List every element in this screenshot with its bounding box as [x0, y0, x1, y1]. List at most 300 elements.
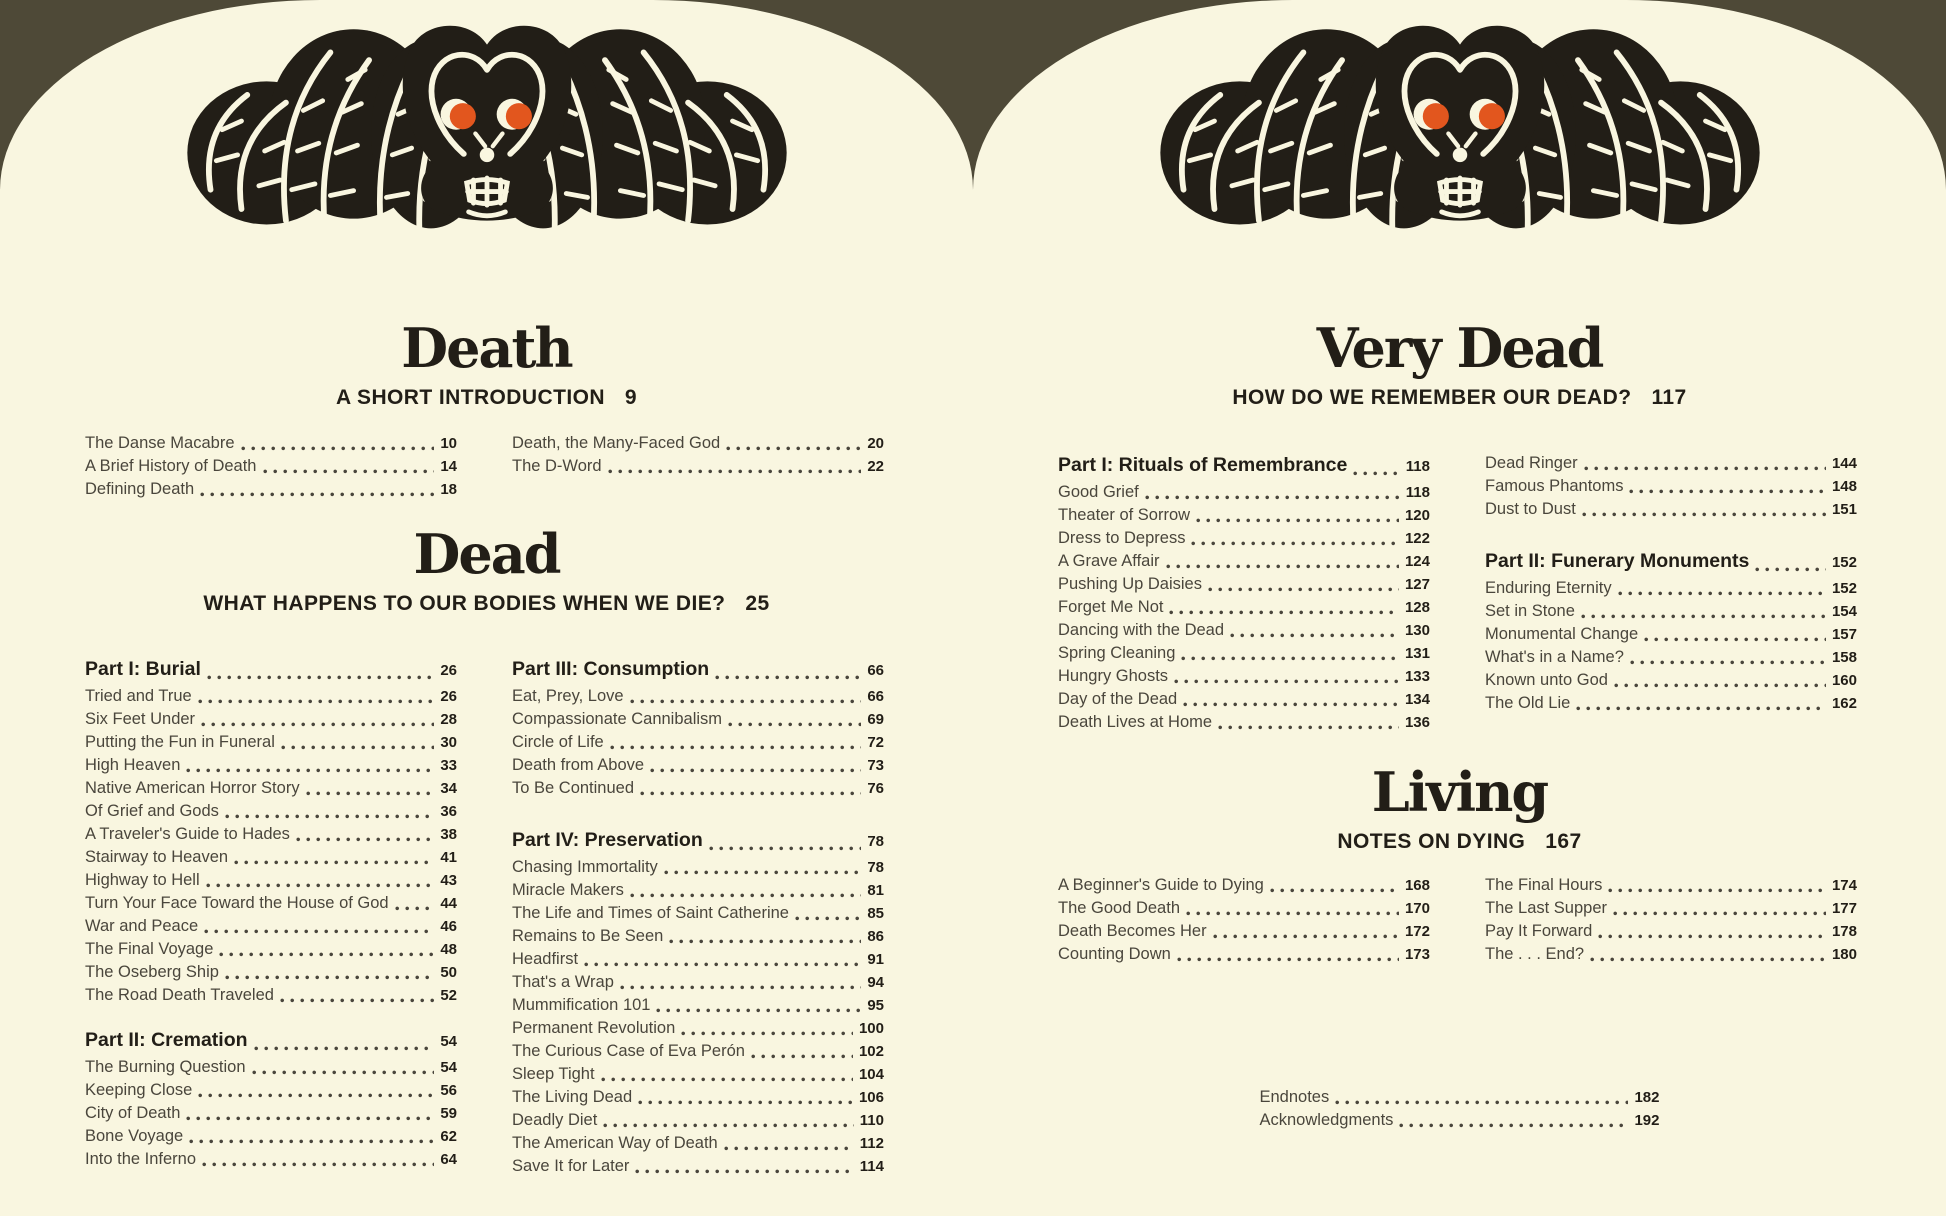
entry-page-number: 172 [1404, 923, 1430, 940]
toc-column [1058, 874, 1430, 966]
entry-label: The Curious Case of Eva Perón [512, 1042, 745, 1060]
toc-entry [512, 971, 884, 994]
entry-label: The Oseberg Ship [85, 963, 219, 981]
toc-group-burial [85, 656, 457, 1007]
toc-entry [1485, 943, 1857, 966]
section-very-dead-header [1000, 318, 1920, 411]
dot-leader [1181, 656, 1399, 661]
toc-group-consumption [512, 656, 884, 800]
toc-entry [1058, 596, 1430, 619]
part-heading-label: Part II: Cremation [85, 1029, 248, 1051]
entry-page-number: 100 [858, 1020, 884, 1037]
entry-label: The Final Hours [1485, 876, 1603, 894]
living-columns [1058, 874, 1858, 966]
dot-leader [225, 814, 434, 819]
entry-list [512, 685, 884, 800]
toc-entry [512, 1040, 884, 1063]
entry-page-number: 118 [1405, 484, 1430, 501]
toc-entry [512, 1109, 884, 1132]
dot-leader [186, 1116, 434, 1121]
toc-entry [85, 1102, 457, 1125]
dot-leader [234, 860, 434, 865]
entry-label: That's a Wrap [512, 973, 614, 991]
entry-page-number: 50 [440, 964, 457, 981]
entry-page-number: 10 [440, 435, 457, 452]
toc-entry [85, 1125, 457, 1148]
toc-entry [1058, 920, 1430, 943]
entry-label: Bone Voyage [85, 1127, 184, 1145]
entry-label: Death from Above [512, 756, 645, 774]
toc-entry [85, 961, 457, 984]
entry-list [1058, 481, 1430, 734]
dot-leader [206, 883, 435, 888]
entry-page-number: 69 [867, 711, 884, 728]
toc-entry [1485, 897, 1857, 920]
entry-list [1485, 577, 1857, 715]
entry-label: Into the Inferno [85, 1150, 196, 1168]
entry-label: Stairway to Heaven [85, 848, 229, 866]
entry-label: Circle of Life [512, 733, 604, 751]
dot-leader [724, 1146, 854, 1151]
toc-entry [85, 708, 457, 731]
entry-page-number: 173 [1404, 946, 1430, 963]
toc-entry [1058, 481, 1430, 504]
entry-page-number: 85 [867, 905, 884, 922]
dot-leader [252, 1070, 435, 1075]
part-page-number: 54 [440, 1033, 457, 1050]
entry-label: Dancing with the Dead [1058, 621, 1225, 639]
toc-entry [512, 1063, 884, 1086]
entry-page-number: 59 [440, 1105, 457, 1122]
toc-column [1485, 874, 1857, 966]
entry-label: Of Grief and Gods [85, 802, 219, 820]
toc-entry [1058, 711, 1430, 734]
entry-label: Acknowledgments [1259, 1111, 1394, 1129]
entry-page-number: 48 [440, 941, 457, 958]
dead-columns [85, 656, 885, 1178]
entry-label: What's in a Name? [1485, 648, 1624, 666]
entry-page-number: 180 [1831, 946, 1857, 963]
toc-entry [1485, 669, 1857, 692]
entry-label: Keeping Close [85, 1081, 193, 1099]
dot-leader [306, 791, 435, 796]
entry-page-number: 128 [1404, 599, 1430, 616]
entry-label: Tried and True [85, 687, 192, 705]
toc-group-remembrance-cont [1485, 452, 1857, 521]
dot-leader [189, 1139, 434, 1144]
toc-column [512, 656, 884, 1178]
entry-label: Deadly Diet [512, 1111, 598, 1129]
dot-leader [715, 675, 861, 680]
entry-label: Set in Stone [1485, 602, 1575, 620]
toc-group-monuments [1485, 548, 1857, 715]
toc-entry [1058, 943, 1430, 966]
dot-leader [584, 962, 861, 967]
dot-leader [207, 675, 434, 680]
dot-leader [280, 998, 434, 1003]
entry-page-number: 131 [1404, 645, 1430, 662]
toc-entry [1058, 504, 1430, 527]
section-subtitle-row [27, 385, 947, 411]
part-page-number: 118 [1405, 458, 1430, 475]
entry-page-number: 114 [859, 1158, 884, 1175]
part-heading [85, 656, 457, 684]
entry-label: Day of the Dead [1058, 690, 1178, 708]
entry-list [85, 1056, 457, 1171]
entry-label: Native American Horror Story [85, 779, 300, 797]
dot-leader [225, 975, 434, 980]
section-living-header [1000, 762, 1920, 855]
dot-leader [630, 699, 862, 704]
toc-entry [512, 1086, 884, 1109]
toc-entry [85, 777, 457, 800]
entry-label: Forget Me Not [1058, 598, 1164, 616]
entry-page-number: 44 [440, 895, 457, 912]
entry-label: Spring Cleaning [1058, 644, 1176, 662]
toc-column [1058, 452, 1430, 734]
toc-entry [1260, 1109, 1660, 1132]
entry-page-number: 38 [440, 826, 457, 843]
entry-page-number: 151 [1831, 501, 1857, 518]
entry-page-number: 182 [1634, 1089, 1660, 1106]
toc-entry [85, 685, 457, 708]
dot-leader [1196, 518, 1399, 523]
dot-leader [186, 768, 434, 773]
toc-entry [512, 994, 884, 1017]
entry-label: Headfirst [512, 950, 579, 968]
winged-skull-illustration [177, 6, 797, 238]
toc-entry [1485, 577, 1857, 600]
part-heading-label: Part I: Rituals of Remembrance [1058, 454, 1348, 476]
entry-page-number: 86 [867, 928, 884, 945]
entry-page-number: 46 [440, 918, 457, 935]
part-heading [512, 656, 884, 684]
section-page-number: 25 [745, 592, 770, 615]
dot-leader [1598, 934, 1826, 939]
dot-leader [1166, 564, 1399, 569]
dot-leader [620, 985, 861, 990]
section-subtitle: A SHORT INTRODUCTION [335, 386, 605, 409]
entry-label: The . . . End? [1485, 945, 1585, 963]
entry-label: Defining Death [85, 480, 195, 498]
entry-page-number: 95 [867, 997, 884, 1014]
entry-page-number: 22 [867, 458, 884, 475]
entry-label: Death Lives at Home [1058, 713, 1213, 731]
entry-page-number: 94 [867, 974, 884, 991]
toc-entry [1058, 897, 1430, 920]
entry-label: Eat, Prey, Love [512, 687, 624, 705]
entry-label: The Final Voyage [85, 940, 214, 958]
toc-entry [85, 1079, 457, 1102]
dot-leader [1177, 957, 1399, 962]
dot-leader [751, 1054, 853, 1059]
toc-entry [85, 915, 457, 938]
section-page-number: 167 [1545, 830, 1582, 853]
part-page-number: 78 [867, 833, 884, 850]
dot-leader [254, 1046, 435, 1051]
section-death-header [27, 318, 947, 411]
dot-leader [281, 745, 434, 750]
entry-label: A Grave Affair [1058, 552, 1160, 570]
toc-entry [85, 1148, 457, 1171]
dot-leader [640, 791, 861, 796]
toc-entry [85, 869, 457, 892]
toc-group-cremation [85, 1027, 457, 1171]
entry-label: The Good Death [1058, 899, 1180, 917]
toc-entry [1485, 920, 1857, 943]
toc-entry [512, 1155, 884, 1178]
entry-page-number: 14 [440, 458, 457, 475]
entry-label: The Burning Question [85, 1058, 246, 1076]
dot-leader [1576, 706, 1826, 711]
toc-entry [512, 925, 884, 948]
entry-label: Sleep Tight [512, 1065, 595, 1083]
entry-page-number: 18 [440, 481, 457, 498]
toc-entry [512, 856, 884, 879]
toc-entry [85, 1056, 457, 1079]
toc-entry [1485, 874, 1857, 897]
entry-page-number: 120 [1404, 507, 1430, 524]
toc-entry [1058, 619, 1430, 642]
dot-leader [1230, 633, 1399, 638]
dot-leader [726, 446, 861, 451]
entry-page-number: 104 [858, 1066, 884, 1083]
entry-label: Chasing Immortality [512, 858, 658, 876]
entry-page-number: 158 [1831, 649, 1857, 666]
dot-leader [608, 469, 862, 474]
entry-label: Known unto God [1485, 671, 1608, 689]
toc-entry [512, 731, 884, 754]
toc-entry [1485, 623, 1857, 646]
dot-leader [603, 1123, 854, 1128]
entry-page-number: 64 [440, 1151, 457, 1168]
entry-label: War and Peace [85, 917, 199, 935]
part-heading-label: Part II: Funerary Monuments [1485, 550, 1750, 572]
toc-entry [1058, 550, 1430, 573]
toc-entry [1058, 527, 1430, 550]
dot-leader [1169, 610, 1399, 615]
dot-leader [1590, 957, 1826, 962]
entry-page-number: 157 [1831, 626, 1857, 643]
entry-page-number: 192 [1634, 1112, 1660, 1129]
section-subtitle-row [1000, 385, 1920, 411]
section-title-very-dead: Very Dead [1316, 316, 1603, 380]
toc-group-rituals [1058, 452, 1430, 734]
entry-label: Counting Down [1058, 945, 1171, 963]
entry-page-number: 127 [1404, 576, 1430, 593]
dot-leader [709, 846, 862, 851]
entry-page-number: 162 [1831, 695, 1857, 712]
toc-entry [1485, 692, 1857, 715]
entry-page-number: 124 [1404, 553, 1430, 570]
entry-page-number: 52 [440, 987, 457, 1004]
dot-leader [1613, 911, 1826, 916]
toc-entry [512, 708, 884, 731]
entry-label: Pay It Forward [1485, 922, 1593, 940]
part-page-number: 26 [440, 662, 457, 679]
dot-leader [664, 870, 862, 875]
entry-page-number: 33 [440, 757, 457, 774]
entry-label: Good Grief [1058, 483, 1139, 501]
entry-label: Remains to Be Seen [512, 927, 664, 945]
entry-label: A Traveler's Guide to Hades [85, 825, 290, 843]
toc-column [85, 432, 457, 501]
toc-entry [85, 455, 457, 478]
entry-page-number: 36 [440, 803, 457, 820]
dot-leader [1208, 587, 1399, 592]
entry-page-number: 136 [1404, 714, 1430, 731]
toc-group-preservation [512, 827, 884, 1178]
entry-page-number: 148 [1831, 478, 1857, 495]
entry-label: City of Death [85, 1104, 181, 1122]
toc-entry [1485, 498, 1857, 521]
entry-page-number: 134 [1404, 691, 1430, 708]
dot-leader [728, 722, 861, 727]
dot-leader [669, 939, 861, 944]
toc-entry [1485, 600, 1857, 623]
entry-label: The Old Lie [1485, 694, 1571, 712]
dot-leader [1174, 679, 1399, 684]
entry-page-number: 152 [1831, 580, 1857, 597]
toc-entry [1485, 475, 1857, 498]
toc-entry [512, 879, 884, 902]
entry-label: Monumental Change [1485, 625, 1639, 643]
dot-leader [1630, 660, 1826, 665]
entry-page-number: 26 [440, 688, 457, 705]
toc-entry [85, 478, 457, 501]
dot-leader [681, 1031, 853, 1036]
part-heading-label: Part III: Consumption [512, 658, 710, 680]
entry-page-number: 177 [1831, 900, 1857, 917]
toc-entry [1485, 646, 1857, 669]
entry-label: A Brief History of Death [85, 457, 257, 475]
entry-label: Save It for Later [512, 1157, 630, 1175]
entry-page-number: 28 [440, 711, 457, 728]
entry-page-number: 41 [440, 849, 457, 866]
toc-entry [1058, 573, 1430, 596]
dot-leader [1582, 512, 1826, 517]
toc-entry [85, 892, 457, 915]
dot-leader [219, 952, 434, 957]
entry-label: Dead Ringer [1485, 454, 1578, 472]
part-page-number: 66 [867, 662, 884, 679]
very-dead-columns [1058, 452, 1858, 734]
entry-page-number: 130 [1404, 622, 1430, 639]
dot-leader [1213, 934, 1399, 939]
entry-page-number: 91 [867, 951, 884, 968]
toc-entry [1485, 452, 1857, 475]
toc-entry [512, 948, 884, 971]
entry-page-number: 122 [1404, 530, 1430, 547]
section-page-number: 117 [1651, 386, 1687, 409]
dot-leader [1644, 637, 1826, 642]
section-subtitle: HOW DO WE REMEMBER OUR DEAD? [1232, 386, 1632, 409]
toc-entry [512, 685, 884, 708]
entry-label: Death, the Many-Faced God [512, 434, 721, 452]
dot-leader [1145, 495, 1400, 500]
winged-skull-illustration [1150, 6, 1770, 238]
part-heading [85, 1027, 457, 1055]
entry-label: High Heaven [85, 756, 181, 774]
toc-entry [512, 455, 884, 478]
entry-label: The American Way of Death [512, 1134, 718, 1152]
toc-entry [1058, 688, 1430, 711]
dot-leader [1186, 911, 1399, 916]
section-page-number: 9 [624, 386, 638, 409]
entry-page-number: 30 [440, 734, 457, 751]
entry-page-number: 76 [867, 780, 884, 797]
toc-entry [85, 823, 457, 846]
entry-page-number: 78 [867, 859, 884, 876]
toc-entry [1260, 1086, 1660, 1109]
dot-leader [241, 446, 435, 451]
dot-leader [1584, 466, 1826, 471]
entry-label: Dust to Dust [1485, 500, 1576, 518]
entry-label: The Road Death Traveled [85, 986, 274, 1004]
dot-leader [1218, 725, 1399, 730]
entry-page-number: 110 [859, 1112, 884, 1129]
toc-entry [85, 800, 457, 823]
entry-label: The D-Word [512, 457, 602, 475]
toc-entry [85, 754, 457, 777]
entry-page-number: 133 [1404, 668, 1430, 685]
entry-label: Famous Phantoms [1485, 477, 1624, 495]
toc-entry [85, 984, 457, 1007]
entry-page-number: 174 [1831, 877, 1857, 894]
toc-entry [85, 846, 457, 869]
entry-page-number: 160 [1831, 672, 1857, 689]
dot-leader [1353, 471, 1399, 476]
entry-page-number: 72 [867, 734, 884, 751]
entry-label: Six Feet Under [85, 710, 196, 728]
dot-leader [630, 893, 861, 898]
dot-leader [198, 1093, 434, 1098]
entry-page-number: 144 [1831, 455, 1857, 472]
toc-entry [85, 938, 457, 961]
dot-leader [296, 837, 434, 842]
toc-entry [512, 1132, 884, 1155]
entry-page-number: 34 [440, 780, 457, 797]
dot-leader [204, 929, 434, 934]
part-heading [1485, 548, 1857, 576]
entry-label: Death Becomes Her [1058, 922, 1207, 940]
entry-page-number: 81 [867, 882, 884, 899]
dot-leader [395, 906, 435, 911]
dot-leader [656, 1008, 861, 1013]
dot-leader [263, 469, 435, 474]
entry-label: Enduring Eternity [1485, 579, 1612, 597]
entry-label: The Danse Macabre [85, 434, 235, 452]
toc-entry [85, 432, 457, 455]
entry-label: Theater of Sorrow [1058, 506, 1191, 524]
dot-leader [201, 722, 434, 727]
dot-leader [638, 1100, 853, 1105]
entry-label: Pushing Up Daisies [1058, 575, 1202, 593]
entry-label: Turn Your Face Toward the House of God [85, 894, 389, 912]
entry-page-number: 54 [440, 1059, 457, 1076]
dot-leader [610, 745, 862, 750]
entry-label: The Life and Times of Saint Catherine [512, 904, 789, 922]
section-title-dead: Dead [413, 522, 560, 586]
entry-label: To Be Continued [512, 779, 635, 797]
dot-leader [1581, 614, 1826, 619]
entry-label: The Living Dead [512, 1088, 633, 1106]
section-dead-header [27, 524, 947, 617]
intro-columns [85, 432, 885, 501]
part-heading [1058, 452, 1430, 480]
dot-leader [1608, 888, 1826, 893]
toc-entry [85, 731, 457, 754]
